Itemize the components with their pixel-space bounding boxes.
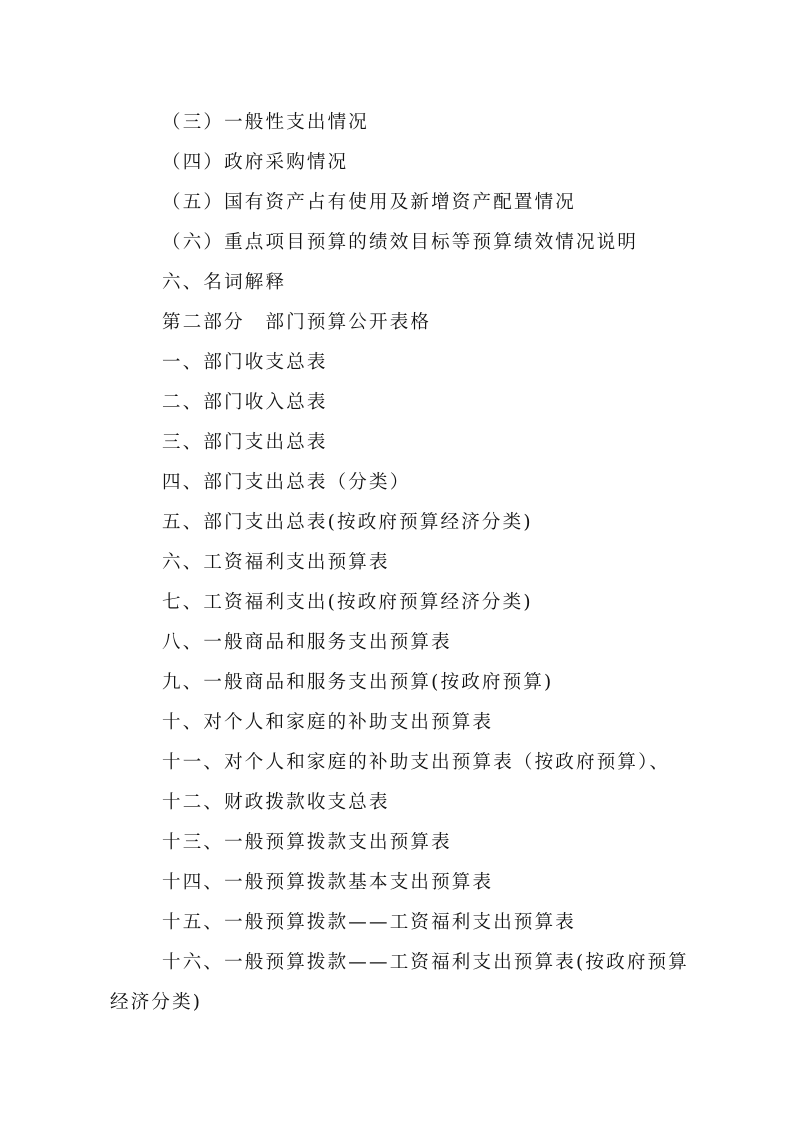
toc-table-12: 十二、财政拨款收支总表 xyxy=(162,792,390,813)
toc-part-two-heading: 第二部分 部门预算公开表格 xyxy=(162,312,432,333)
toc-table-7: 七、工资福利支出(按政府预算经济分类) xyxy=(162,592,533,613)
toc-table-10: 十、对个人和家庭的补助支出预算表 xyxy=(162,712,494,733)
toc-table-3: 三、部门支出总表 xyxy=(162,432,328,453)
toc-table-13: 十三、一般预算拨款支出预算表 xyxy=(162,832,452,853)
toc-table-5: 五、部门支出总表(按政府预算经济分类) xyxy=(162,512,533,533)
toc-table-2: 二、部门收入总表 xyxy=(162,392,328,413)
toc-table-9: 九、一般商品和服务支出预算(按政府预算) xyxy=(162,672,554,693)
toc-table-16: 十六、一般预算拨款——工资福利支出预算表(按政府预算 xyxy=(162,952,689,973)
toc-table-11: 十一、对个人和家庭的补助支出预算表（按政府预算）、 xyxy=(162,752,671,773)
toc-table-16-continuation: 经济分类) xyxy=(110,992,203,1013)
toc-table-14: 十四、一般预算拨款基本支出预算表 xyxy=(162,872,494,893)
toc-table-6: 六、工资福利支出预算表 xyxy=(162,552,390,573)
toc-table-8: 八、一般商品和服务支出预算表 xyxy=(162,632,452,653)
toc-line-section-4: （四）政府采购情况 xyxy=(162,152,349,173)
toc-line-section-6: （六）重点项目预算的绩效目标等预算绩效情况说明 xyxy=(162,232,639,253)
toc-line-glossary: 六、名词解释 xyxy=(162,272,287,293)
toc-table-4: 四、部门支出总表（分类） xyxy=(162,472,411,493)
toc-line-section-5: （五）国有资产占有使用及新增资产配置情况 xyxy=(162,192,577,213)
toc-table-15: 十五、一般预算拨款——工资福利支出预算表 xyxy=(162,912,577,933)
toc-table-1: 一、部门收支总表 xyxy=(162,352,328,373)
toc-line-section-3: （三）一般性支出情况 xyxy=(162,112,370,133)
